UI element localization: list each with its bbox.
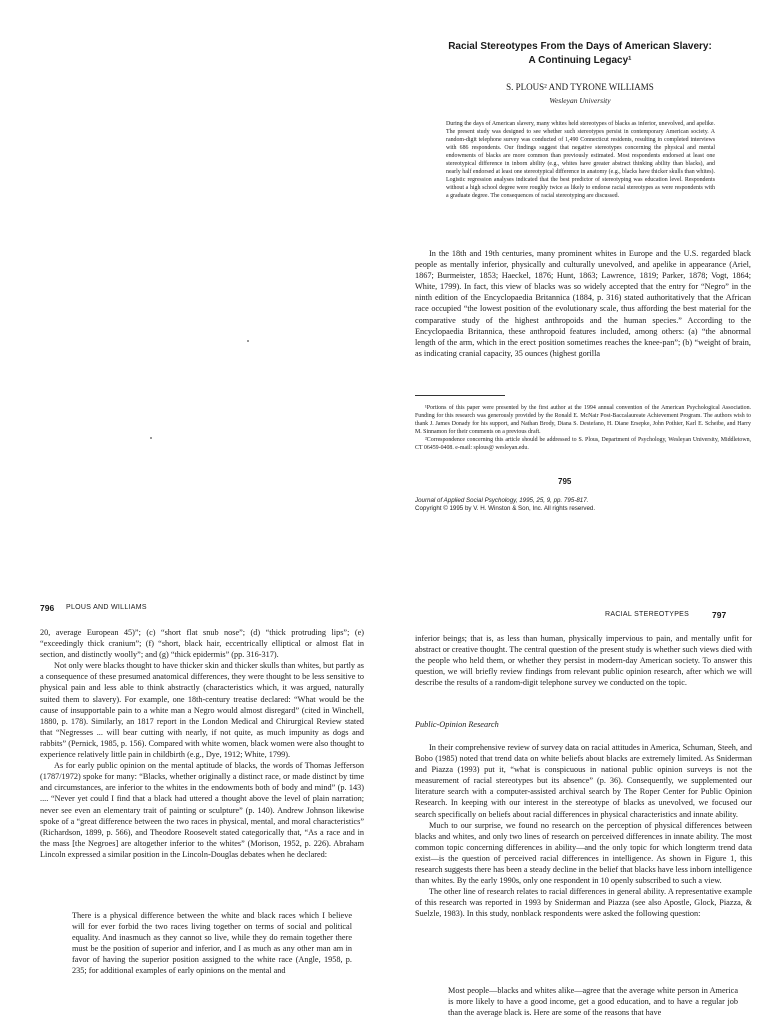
footnote-rule bbox=[415, 395, 505, 396]
footnotes bbox=[415, 404, 751, 452]
scan-speck bbox=[150, 437, 152, 439]
page-797-body bbox=[415, 633, 752, 688]
affiliation: Wesleyan University bbox=[549, 96, 611, 105]
block-quote: Most people—blacks and whites alike—agree that the average white person in America is more likely to have a good income, get a good education, and to have a regular job than the average black is. Here are some of the reasons that have bbox=[448, 986, 738, 1018]
journal-line-1: Journal of Applied Social Psychology, 1995, 25, 9, pp. 795-817. bbox=[415, 497, 589, 504]
page-796-body bbox=[40, 627, 364, 860]
page-797-body-continued bbox=[415, 742, 752, 920]
paragraph: 20, average European 45)”; (c) “short flat snub nose”; (d) “thick protruding lips”; (e) “exceedingly thick cranium”; (f) “short, black hair, eccentrically elliptical or almost flat in section, and distinctly woolly”; and (g) “thick epidermis” (pp. 316-317). bbox=[40, 628, 364, 660]
running-head-page-number: 796 bbox=[40, 603, 55, 613]
scan-speck bbox=[247, 340, 249, 342]
title-line-1: Racial Stereotypes From the Days of American Slavery: bbox=[448, 41, 712, 52]
paragraph: As for early public opinion on the mental aptitude of blacks, the words of Thomas Jefferson (1787/1972) spoke for many: “Blacks, whether originally a distinct race, or made distinct by time and circumstances, are inferior to the whites in the endowments both of body and mind” (p. 143) .... “Never yet could I find that a black had uttered a thought above the level of plain narration; never see even an elementary trait of painting or sculpture” (p. 140). Andrew Johnson likewise spoke of a “great difference between the two races in physical, mental, and moral characteristics” (Richardson, 1899, p. 566), and Theodore Roosevelt stated categorically that, “As a race and in the mass [the Negroes] are altogether inferior to the whites” (Morison, 1952, p. 226). Abraham Lincoln expressed a similar position in the Lincoln-Douglas debates when he declared: bbox=[40, 761, 364, 859]
section-heading: Public-Opinion Research bbox=[415, 720, 499, 729]
paragraph: Not only were blacks thought to have thicker skin and thicker skulls than whites, but partly as a consequence of these presumed anatomical differences, they were thought to be less sensitive to physical pain and less able to think abstractly (characteristics which, it was argued, naturally suited them to slavery). For example, one 18th-century treatise declared: “What would be the cause of insupportable pain to a white man a Negro would almost disregard” (cited in Winchell, 1880, p. 178). Similarly, an 1817 report in the London Medical and Chirurgical Review stated that “Negresses ... will bear cutting with nearly, if not quite, as much impunity as dogs and rabbits” (Pernick, 1985, p. 156). Compared with white women, black women were also thought to experience relatively little pain in childbirth (e.g., Dye, 1912; White, 1799). bbox=[40, 661, 364, 760]
paragraph: inferior beings; that is, as less than human, physically impervious to pain, and mentally unfit for abstract or creative thought. The central question of the present study is whether such views died with the people who held them, or whether they persist in modern-day American society. To answer this question, we will briefly review findings from relevant public opinion research, after which we will describe the results of a random-digit telephone survey we conducted on the topic. bbox=[415, 634, 752, 688]
running-head-title: RACIAL STEREOTYPES bbox=[605, 611, 690, 618]
abstract: During the days of American slavery, many whites held stereotypes of blacks as inferior, unevolved, and apelike. The present study was designed to see whether such stereotypes persist in contemporary American society. A random-digit telephone survey was conducted of 1,490 Connecticut residents, resulting in completed interviews with 686 respondents. Our findings suggest that negative stereotypes concerning the physical and mental endowments of blacks are more common than previously estimated. Most respondents endorsed at least one stereotypical difference in inborn ability (e.g., whites have greater abstract thinking ability than blacks), and nearly half endorsed at least one stereotypical difference in anatomy (e.g., blacks have thicker skulls than whites). Logistic regression analyses indicated that the best predictor of stereotyping was education level. Respondents without a high school degree were roughly twice as likely to endorse racial stereotypes as were respondents with a graduate degree. The consequences of racial stereotyping are discussed. bbox=[446, 121, 715, 200]
running-head-page-number: 797 bbox=[712, 610, 727, 620]
paragraph: The other line of research relates to racial differences in general ability. A representative example of this research was reported in 1993 by Sniderman and Piazza (see also Apostle, Glock, Piazza, & Suelzle, 1983). In this study, nonblack respondents were asked the following question: bbox=[415, 887, 752, 919]
authors: S. PLOUS² AND TYRONE WILLIAMS bbox=[506, 82, 654, 92]
intro-text: In the 18th and 19th centuries, many prominent whites in Europe and the U.S. regarded black people as mentally inferior, physically and culturally unevolved, and apelike in appearance (Ariel, 1867; Burmeister, 1853; Haeckel, 1876; Hunt, 1863; Lawrence, 1819; Parker, 1878; Vogt, 1864; White, 1799). In fact, this view of blacks was so widely accepted that the entry for “Negro” in the ninth edition of the Encyclopaedia Britannica (1884, p. 316) stated authoritatively that the African race occupied “the lowest position of the evolutionary scale, thus affording the best material for the comparative study of the highest anthropoids and the human species.” According to the Encyclopaedia Britannica, these anthropoid features included, among others: (a) “the abnormal length of the arm, which in the erect position sometimes reaches the knee-pan”; (b) “weight of brain, as indicating cranial capacity, 35 ounces (highest gorilla bbox=[415, 249, 751, 358]
paragraph: Much to our surprise, we found no research on the perception of physical differences between blacks and whites, and only two lines of research on perceived differences in innate ability. The most common topic concerning differences in ability—and the only topic for which longterm trend data exist—is the question of perceived racial differences in intelligence. As shown in Figure 1, this research suggests there has been a steady decline in the belief that blacks have less inborn intelligence than whites. By the early 1990s, only one respondent in 10 openly subscribed to such a view. bbox=[415, 820, 752, 886]
intro-paragraph bbox=[415, 248, 751, 359]
running-head-authors: PLOUS AND WILLIAMS bbox=[66, 604, 147, 611]
page-number-795: 795 bbox=[558, 477, 572, 486]
footnote-1: ¹Portions of this paper were presented by the first author at the 1994 annual convention of the American Psychological Association. Funding for this research was generously provided by the Ronald E. McNair Post-Baccalaureate Achievement Program. The authors wish to thank J. James Donady for his support, and Nathan Brody, Diana S. Destefano, H. Diane Ersepke, John Pothier, Karl E. Scheibe, and Harry M. Sinnamon for their comments on a previous draft. bbox=[415, 405, 751, 436]
block-quote: There is a physical difference between the white and black races which I believe will for ever forbid the two races living together on terms of social and political equality. And inasmuch as they cannot so live, while they do remain together there must be the position of superior and inferior, and I as much as any other man am in favor of having the superior position assigned to the white race (Angle, 1958, p. 235; for additional examples of early opinions on the mental and bbox=[72, 911, 352, 976]
journal-citation bbox=[415, 497, 745, 513]
title-line-2: A Continuing Legacy¹ bbox=[528, 55, 632, 66]
journal-line-2: Copyright © 1995 by V. H. Winston & Son, Inc. All rights reserved. bbox=[415, 505, 596, 513]
paragraph: In their comprehensive review of survey data on racial attitudes in America, Schuman, Steeh, and Bobo (1985) noted that trend data on white beliefs about blacks are extremely limited. As Sniderman and Piazza (1993) put it, “what is conspicuous in national public opinion surveys is not the measurement of racial stereotypes but its absence” (p. 36). Consequently, we supplemented our literature search with a computer-assisted archival search by The Roper Center for Public Opinion Research. In keeping with our interest in the stereotype of blacks as unevolved, we focused our search specifically on beliefs about racial differences in physical characteristics and innate ability. bbox=[415, 743, 752, 819]
article-title bbox=[400, 40, 760, 68]
footnote-2: ²Correspondence concerning this article should be addressed to S. Plous, Department of Psychology, Wesleyan University, Middletown, CT 06459-0408. e-mail: splous@ wesleyan.edu. bbox=[415, 437, 751, 452]
